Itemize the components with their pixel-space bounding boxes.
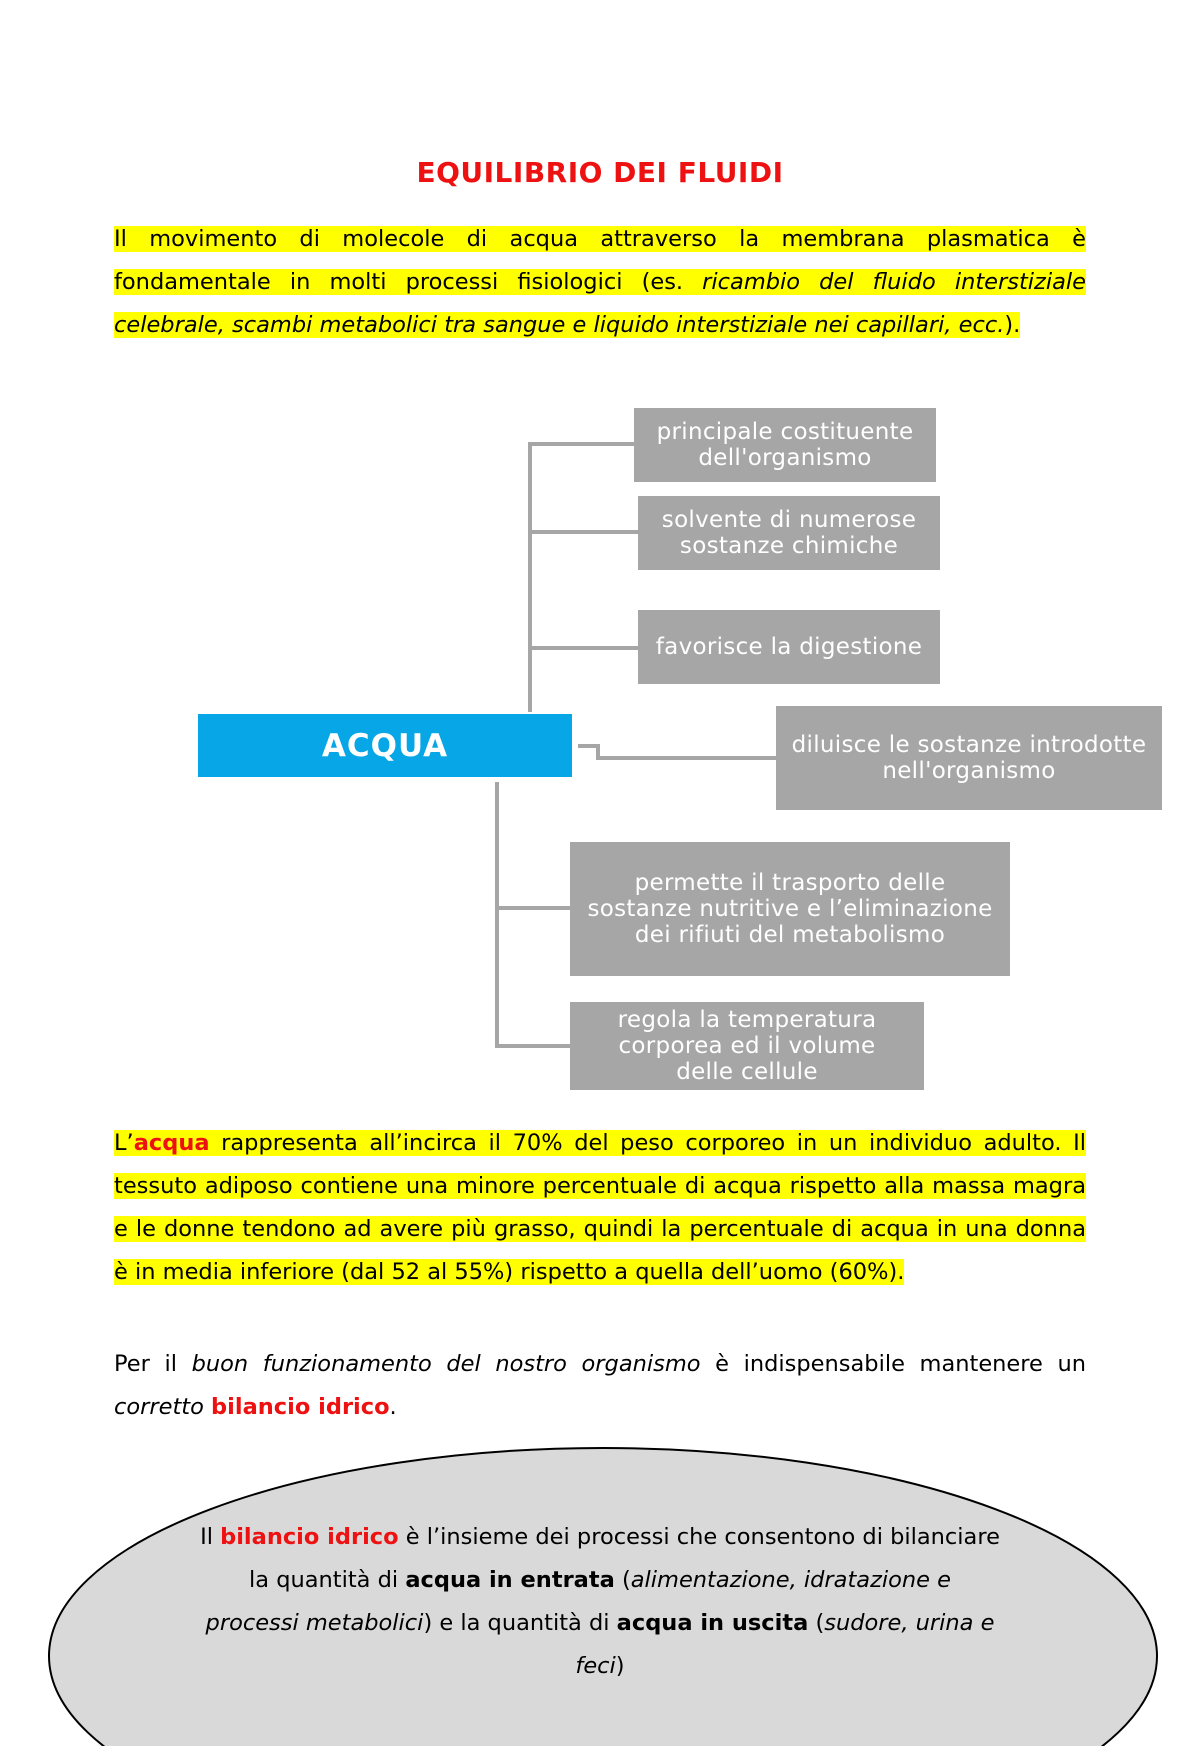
def-t4: ) e la quantità di — [423, 1610, 617, 1636]
para2-text: rappresenta all’incirca il 70% del peso corporeo in un individuo adulto. Il tessuto adiposo contiene una minore percentuale di acqua rispetto alla massa magra e le donne tendono ad avere più grasso, quindi la percentuale di acqua in una donna è in media inferiore (dal 52 al 55%) rispetto a quella dell’uomo (60%). — [114, 1130, 1086, 1285]
branch-box-3: favorisce la digestione — [638, 610, 940, 684]
water-out-sources: sudore, urina e feci — [575, 1610, 995, 1679]
para3-i2: corretto — [114, 1394, 204, 1420]
def-t6: ) — [615, 1653, 625, 1679]
intro-end: ). — [1004, 312, 1021, 338]
def-t1: Il — [200, 1524, 221, 1550]
water-in-sources: alimentazione, idratazione e processi metabolici — [205, 1567, 951, 1636]
def-keyword: bilancio idrico — [220, 1524, 399, 1550]
def-t5: ( — [808, 1610, 825, 1636]
def-t2: è l’insieme dei processi che consentono di bilanciare la quantità di — [249, 1524, 1000, 1593]
water-out: acqua in uscita — [616, 1610, 809, 1636]
para2-pre: L’ — [114, 1130, 134, 1156]
water-percentage-paragraph — [114, 1122, 1086, 1294]
bilancio-keyword: bilancio idrico — [211, 1394, 390, 1420]
acqua-keyword: acqua — [133, 1130, 210, 1156]
branch-box-6: regola la temperatura corporea ed il volume delle cellule — [570, 1002, 924, 1090]
intro-text: Il movimento di molecole di acqua attraverso la membrana plasmatica è fondamentale in molti processi fisiologici (es. — [114, 226, 1086, 295]
para3-t4: . — [389, 1394, 397, 1420]
intro-examples: ricambio del fluido interstiziale celebrale, scambi metabolici tra sangue e liquido interstiziale nei capillari, ecc. — [114, 269, 1086, 338]
para3-i1: buon funzionamento del nostro organismo — [191, 1351, 701, 1377]
branch-box-4: diluisce le sostanze introdotte nell'organismo — [776, 706, 1162, 810]
branch-box-1: principale costituente dell'organismo — [634, 408, 936, 482]
percentage-highlight — [114, 1130, 1086, 1285]
def-t3: ( — [614, 1567, 631, 1593]
para3-t3 — [204, 1394, 211, 1420]
page-title: EQUILIBRIO DEI FLUIDI — [416, 156, 784, 189]
water-in: acqua in entrata — [405, 1567, 615, 1593]
acqua-box: ACQUA — [198, 714, 572, 777]
para3-t2: è indispensabile mantenere un — [700, 1351, 1086, 1377]
para3-t1: Per il — [114, 1351, 192, 1377]
branch-box-5: permette il trasporto delle sostanze nutritive e l’eliminazione dei rifiuti del metabolismo — [570, 842, 1010, 976]
branch-box-2: solvente di numerose sostanze chimiche — [638, 496, 940, 570]
balance-paragraph — [114, 1343, 1086, 1429]
definition-text — [200, 1516, 1000, 1688]
